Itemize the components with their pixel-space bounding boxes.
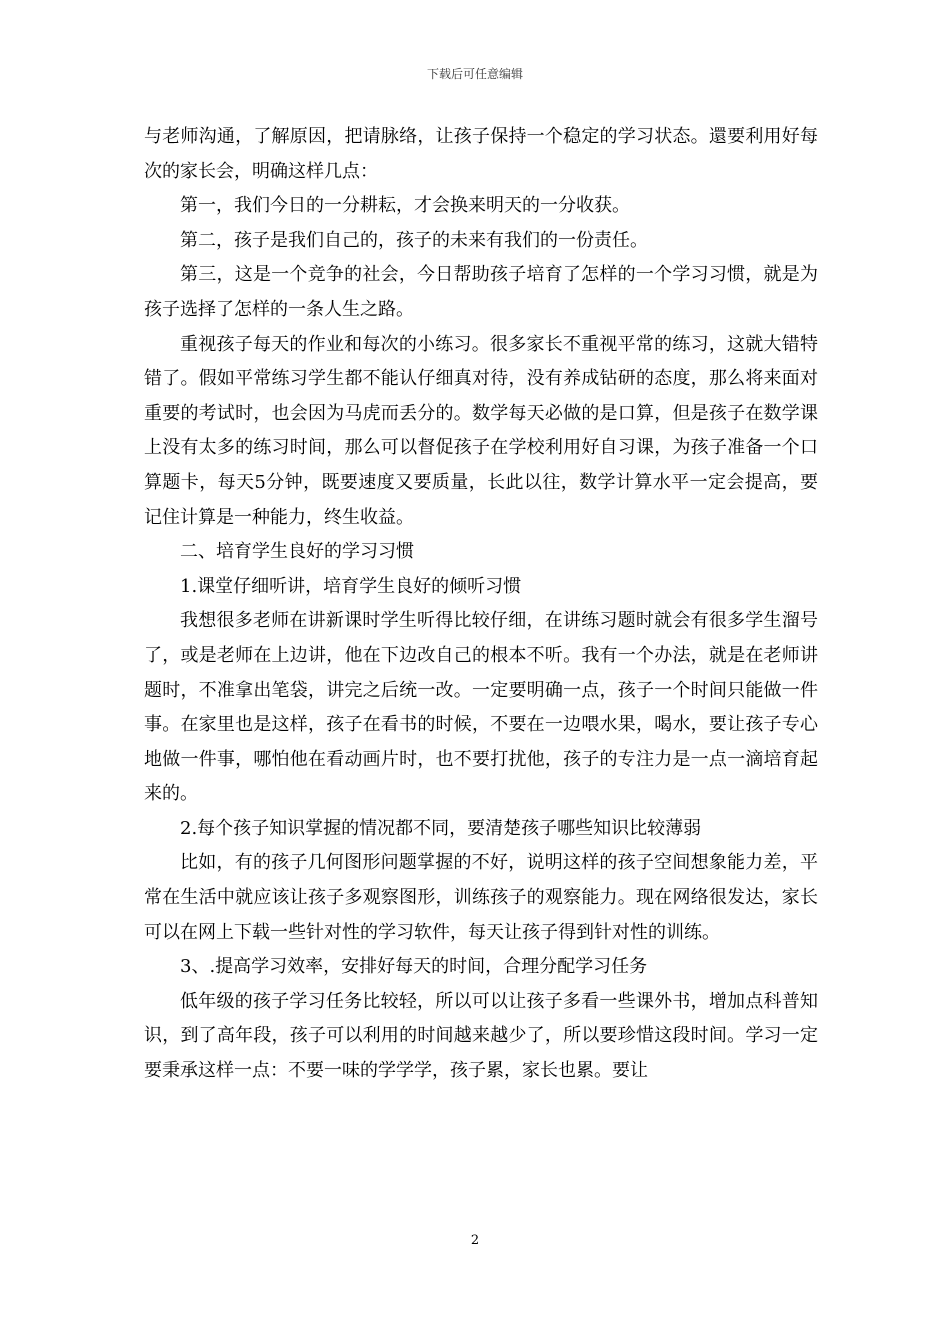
paragraph: 比如，有的孩子几何图形问题掌握的不好，说明这样的孩子空间想象能力差，平常在生活中就应该让孩子多观察图形，训练孩子的观察能力。现在网络很发达，家长可以在网上下载一些针对性的学习软件，每天让孩子得到针对性的训练。 [144,852,818,943]
paragraph: 第一，我们今日的一分耕耘，才会换来明天的一分收获。 [180,195,630,217]
subsection-heading: 1.课堂仔细听讲，培育学生良好的倾听习惯 [180,575,522,597]
subsection-heading: 2.每个孩子知识掌握的情况都不同，要清楚孩子哪些知识比较薄弱 [180,817,702,839]
paragraph: 重视孩子每天的作业和每次的小练习。很多家长不重视平常的练习，这就大错特错了。假如平常练习学生都不能认仔细真对待，没有养成钻研的态度，那么将来面对重要的考试时，也会因为马虎而丢分的。数学每天必做的是口算，但是孩子在数学课上没有太多的练习时间，那么可以督促孩子在学校利用好自习课，为孩子准备一个口算题卡，每天5分钟，既要速度又要质量，长此以往，数学计算水平一定会提高，要记住计算是一种能力，终生收益。 [144,333,818,528]
paragraph: 与老师沟通，了解原因，把请脉络，让孩子保持一个稳定的学习状态。還要利用好每次的家长会，明确这样几点： [144,126,818,182]
section-heading: 二、培育学生良好的学习习惯 [180,541,414,563]
paragraph: 我想很多老师在讲新课时学生听得比较仔细，在讲练习题时就会有很多学生溜号了，或是老师在上边讲，他在下边改自己的根本不听。我有一个办法，就是在老师讲题时，不准拿出笔袋，讲完之后统一改。一定要明确一点，孩子一个时间只能做一件事。在家里也是这样，孩子在看书的时候，不要在一边喂水果，喝水，要让孩子专心地做一件事，哪怕他在看动画片时，也不要打扰他，孩子的专注力是一点一滴培育起来的。 [144,610,818,805]
page-header-note: 下载后可任意编辑 [426,67,523,81]
paragraph: 第二，孩子是我们自己的，孩子的未来有我们的一份责任。 [180,229,648,251]
paragraph: 第三，这是一个竞争的社会，今日帮助孩子培育了怎样的一个学习习惯，就是为孩子选择了怎样的一条人生之路。 [144,264,818,320]
page-number: 2 [470,1233,480,1248]
subsection-heading: 3、.提高学习效率，安排好每天的时间，合理分配学习任务 [180,956,648,978]
paragraph: 低年级的孩子学习任务比较轻，所以可以让孩子多看一些课外书，增加点科普知识，到了高年段，孩子可以利用的时间越来越少了，所以要珍惜这段时间。学习一定要秉承这样一点：不要一味的学学学，孩子累，家长也累。要让 [144,990,818,1082]
document-body [144,120,818,1089]
